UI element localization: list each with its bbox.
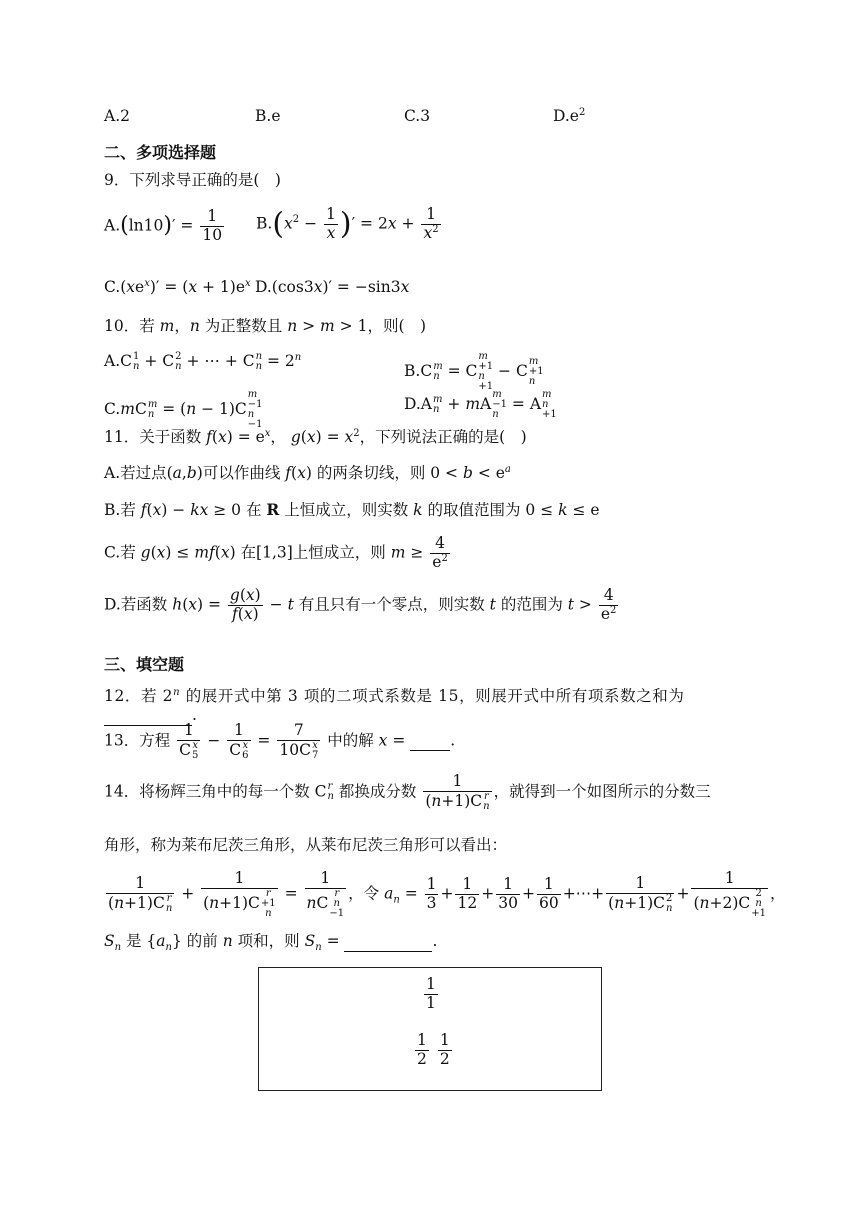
triangle-entry: $\frac{1}{2}$ bbox=[439, 1031, 450, 1068]
q9-option-a: A.(ln10)′ = $\frac{1}{10}$ bbox=[104, 207, 223, 244]
triangle-row1 bbox=[422, 976, 440, 1013]
q8-option-c: C.3 bbox=[404, 107, 431, 125]
q11-option-a: A.若过点(a,b)可以作曲线 f(x) 的两条切线，则 $0 < b < e^a$ bbox=[104, 463, 511, 482]
q12-line1: 12．若 2$^n$ 的展开式中第 3 项的二项式系数是 15，则展开式中所有项系数之和为 bbox=[104, 686, 685, 705]
q14-line4: $S_n$ 是 $\{a_n\}$ 的前 n 项和，则 $S_n$ = . bbox=[104, 932, 438, 954]
triangle-entry: $\frac{1}{2}$ bbox=[417, 1031, 427, 1068]
q14-line3: 1 (n+1)C r n + 1 (n+1)C r +1 n = 1 nC r n −1 ，令 $a_n$ = $\frac{1}{3}$ + $\frac{1}{12}$ + $\frac{1}{30}$ + $\frac{1}{60}$ +⋯+ 1 (n+1)C 2 n + 1 (n+2)C 2 n +1 ， bbox=[108, 869, 786, 919]
q12-blank: . bbox=[104, 706, 197, 726]
q8-option-d: $D.e^2$ bbox=[553, 106, 586, 125]
q9-option-c: $C.(xe^x)' = (x + 1)e^x$ bbox=[104, 277, 251, 296]
q14-line1: 14．将杨辉三角中的每一个数 C r n 都换成分数 1 (n+1)C r n ，就得到一个如图所示的分数三 bbox=[104, 772, 711, 812]
q9-stem: 9．下列求导正确的是( ) bbox=[104, 171, 281, 189]
q14-line2: 角形，称为莱布尼茨三角形，从莱布尼茨三角形可以看出： bbox=[104, 836, 508, 854]
q11-option-c: C.若 g(x) ≤ mf(x) 在[1,3]上恒成立，则 m ≥ $\frac{4}{e^2}$ bbox=[104, 534, 448, 571]
section3-title: 三、填空题 bbox=[104, 655, 185, 674]
q10-option-b: B.C m n = C m +1 n +1 − C m +1 n bbox=[404, 351, 544, 392]
q11-option-d: D.若函数 h(x) = $\frac{g(x)}{f(x)}$ − t 有且只有一个零点，则实数 t 的范围为 t > $\frac{4}{e^2}$ bbox=[104, 586, 617, 623]
q8-option-b: B.e bbox=[255, 107, 281, 125]
triangle-row2 bbox=[413, 1032, 454, 1069]
q11-stem: 11．关于函数 $f(x) = e^x$， $g(x) = x^2$，下列说法正确的是( ) bbox=[104, 427, 527, 446]
q8-option-a: A.2 bbox=[104, 107, 130, 125]
q10-option-d: D.A m n + mA m −1 n = A m n +1 bbox=[404, 389, 557, 420]
q9-option-b: $B.(x^2$ − $\frac{1}{x}$ )′ = 2x + $\frac{1}{x^2}$ bbox=[256, 205, 439, 242]
section2-title: 二、多项选择题 bbox=[104, 143, 217, 162]
q11-option-b: B.若 f(x) − kx ≥ 0 在 R 上恒成立，则实数 k 的取值范围为 0 ≤ k ≤ e bbox=[104, 500, 600, 519]
q13: 13．方程 1 C x 5 − 1 C x 6 = 7 10C x 7 中的解 x = . bbox=[104, 721, 456, 761]
q10-option-c: C.mC m n = (n − 1)C m −1 n −1 bbox=[104, 389, 263, 430]
q9-option-d: D.(cos3x)′ = −sin3x bbox=[255, 278, 410, 296]
q10-stem: 10．若 m，n 为正整数且 n > m > 1，则( ) bbox=[104, 317, 427, 335]
q10-option-a: A.C 1 n + C 2 n + ⋯ + C n n = $2^n$ bbox=[104, 351, 302, 372]
leibniz-triangle-figure bbox=[258, 967, 602, 1091]
triangle-entry: $\frac{1}{1}$ bbox=[426, 975, 436, 1012]
